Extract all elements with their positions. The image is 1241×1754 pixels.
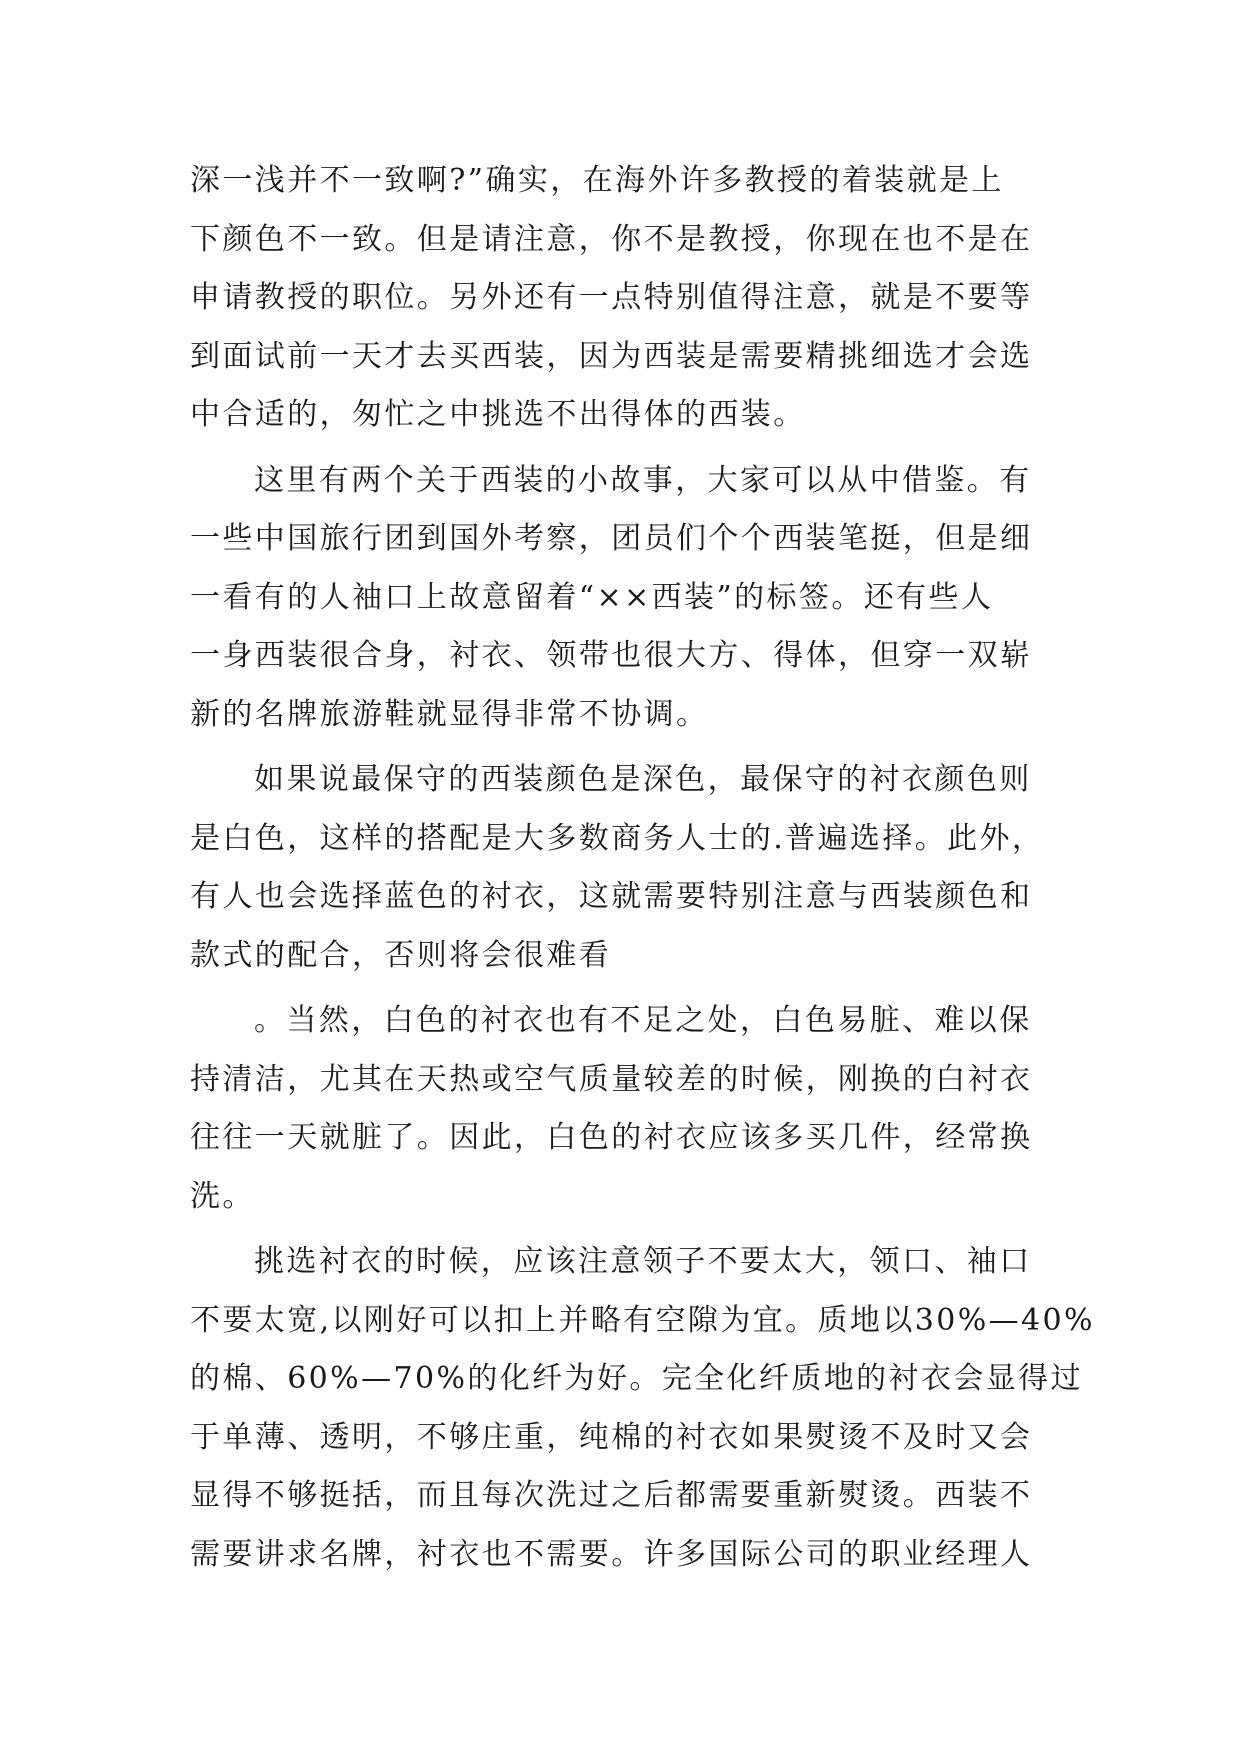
text-line: 中合适的，匆忙之中挑选不出得体的西装。 bbox=[190, 397, 806, 432]
paragraph-2 bbox=[190, 452, 1052, 745]
text-line: 深一浅并不一致啊?”确实，在海外许多教授的着装就是上 bbox=[190, 163, 1004, 198]
paragraph-gap bbox=[190, 445, 1052, 452]
paragraph-gap bbox=[190, 985, 1052, 992]
text-line: 有人也会选择蓝色的衬衣，这就需要特别注意与西装颜色和 bbox=[190, 879, 1033, 914]
body-text bbox=[190, 152, 1095, 1584]
text-line: 款式的配合，否则将会很难看 bbox=[190, 937, 612, 973]
text-line: 一看有的人袖口上故意留着“××西装”的标签。还有些人 bbox=[190, 579, 994, 615]
text-line: 新的名牌旅游鞋就显得非常不协调。 bbox=[190, 696, 709, 732]
text-line: 显得不够挺括，而且每次洗过之后都需要重新熨烫。西装不 bbox=[190, 1478, 1033, 1513]
text-line: 一些中国旅行团到国外考察，团员们个个西装笔挺，但是细 bbox=[190, 521, 1033, 556]
paragraph-5 bbox=[190, 1233, 1095, 1584]
text-line: 的棉、60%—70%的化纤为好。完全化纤质地的衬衣会显得过 bbox=[190, 1361, 1083, 1396]
text-line: 往往一天就脏了。因此，白色的衬衣应该多买几件，经常换 bbox=[190, 1120, 1033, 1155]
text-line: 下颜色不一致。但是请注意，你不是教授，你现在也不是在 bbox=[190, 221, 1033, 257]
text-line: 持清洁，尤其在天热或空气质量较差的时候，刚换的白衬衣 bbox=[190, 1061, 1033, 1097]
paragraph-3 bbox=[190, 751, 1052, 985]
paragraph-1 bbox=[190, 152, 1052, 445]
text-line: 于单薄、透明，不够庄重，纯棉的衬衣如果熨烫不及时又会 bbox=[190, 1419, 1033, 1455]
paragraph-gap bbox=[190, 744, 1052, 751]
text-line: 洗。 bbox=[190, 1178, 255, 1214]
text-line: 不要太宽,以刚好可以扣上并略有空隙为宜。质地以30%—40% bbox=[190, 1302, 1095, 1338]
paragraph-4 bbox=[190, 992, 1052, 1226]
text-line: 这里有两个关于西装的小故事，大家可以从中借鉴。有 bbox=[254, 462, 1032, 498]
text-line: 挑选衬衣的时候，应该注意领子不要太大，领口、袖口 bbox=[254, 1244, 1032, 1279]
text-line: 是白色，这样的搭配是大多数商务人士的.普遍选择。此外， bbox=[190, 820, 1045, 856]
text-line: 需要讲求名牌，衬衣也不需要。许多国际公司的职业经理人 bbox=[190, 1536, 1033, 1572]
text-line: 如果说最保守的西装颜色是深色，最保守的衬衣颜色则 bbox=[254, 762, 1032, 797]
text-line: 到面试前一天才去买西装，因为西装是需要精挑细选才会选 bbox=[190, 338, 1033, 374]
text-line: 申请教授的职位。另外还有一点特别值得注意，就是不要等 bbox=[190, 280, 1033, 315]
text-line: 一身西装很合身，衬衣、领带也很大方、得体，但穿一双崭 bbox=[190, 638, 1033, 673]
text-line: 。当然，白色的衬衣也有不足之处，白色易脏、难以保 bbox=[254, 1003, 1032, 1038]
paragraph-gap bbox=[190, 1226, 1052, 1233]
